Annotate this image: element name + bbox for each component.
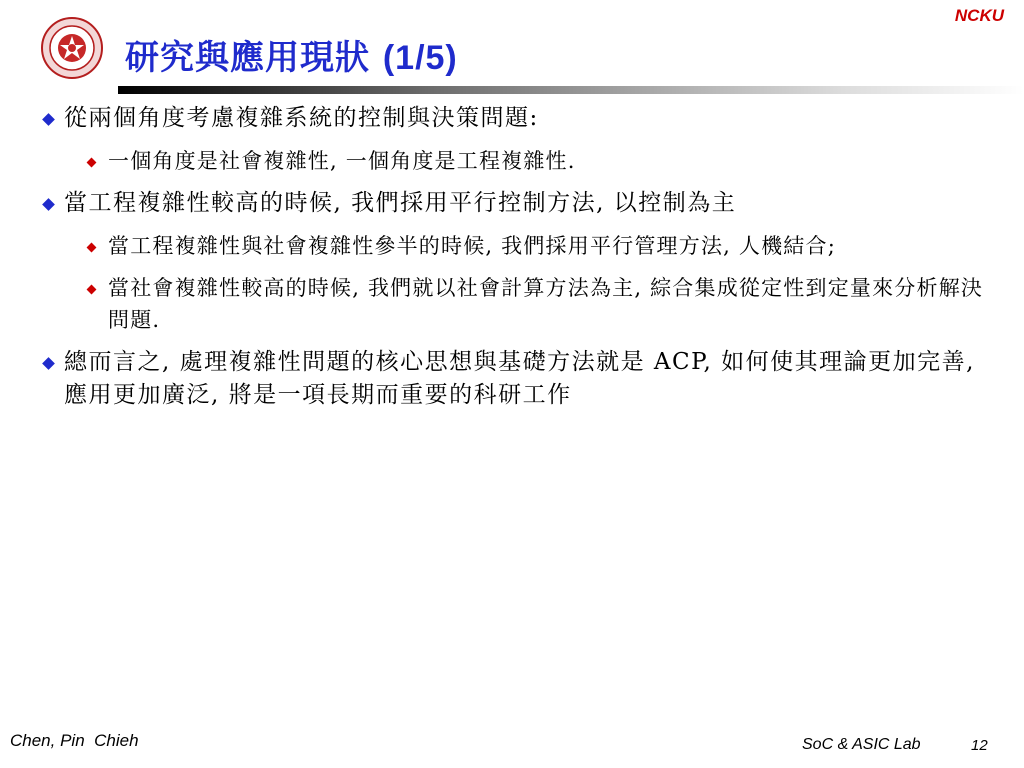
bullet-text: 總而言之, 處理複雜性問題的核心思想與基礎方法就是 ACP, 如何使其理論更加完善, 應用更加廣泛, 將是一項長期而重要的科研工作: [64, 349, 975, 408]
sub-bullet-text: 一個角度是社會複雜性, 一個角度是工程複雜性.: [108, 149, 576, 173]
ncku-seal-logo-icon: [40, 16, 104, 80]
footer-lab-name: SoC & ASIC Lab: [802, 736, 921, 753]
brand-label: NCKU: [954, 6, 1004, 25]
bullet-text: 當工程複雜性較高的時候, 我們採用平行控制方法, 以控制為主: [64, 190, 737, 216]
title-divider: [118, 86, 1024, 94]
sub-bullet-item: [42, 145, 992, 177]
slide-title: [125, 30, 458, 79]
footer-author: Chen, Pin Chieh: [10, 731, 139, 750]
bullet-item: [42, 346, 992, 412]
bullet-item: [42, 187, 992, 220]
title-page-count: (1/5): [382, 39, 458, 77]
sub-bullet-text: 當社會複雜性較高的時候, 我們就以社會計算方法為主, 綜合集成從定性到定量來分析解決問題.: [108, 276, 984, 332]
sub-bullet-item: [42, 272, 992, 336]
bullet-text: 從兩個角度考慮複雜系統的控制與決策問題:: [64, 105, 539, 131]
bullet-list: [42, 102, 992, 422]
footer-page-number: 12: [971, 737, 988, 754]
bullet-item: [42, 102, 992, 135]
sub-bullet-item: [42, 230, 992, 262]
sub-bullet-text: 當工程複雜性與社會複雜性參半的時候, 我們採用平行管理方法, 人機結合;: [108, 234, 836, 258]
title-text: 研究與應用現狀: [125, 38, 383, 78]
